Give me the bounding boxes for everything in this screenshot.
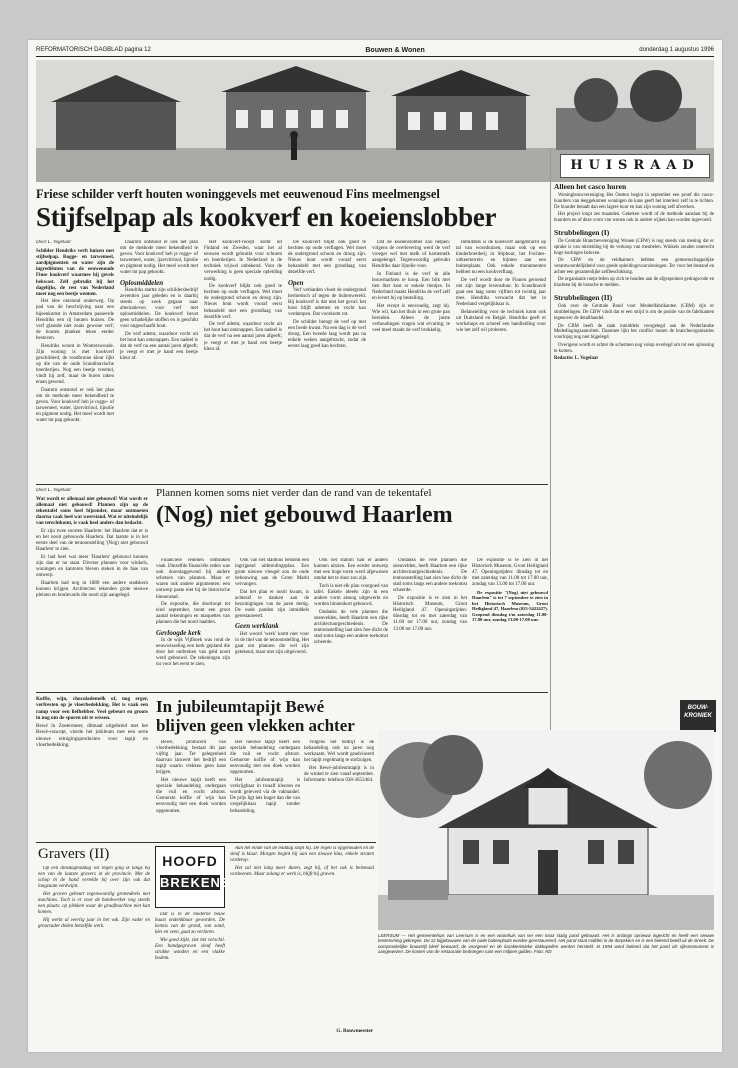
article4-column-2 xyxy=(155,912,225,1044)
subheading-oplosmiddelen: Oplosmiddelen xyxy=(120,278,164,287)
paragraph: De verf ademt, waardoor vocht uit het hout kan ontsnappen. Een nadeel is dat de verf na een aantal jaren afgeeft; je veegt er met je hand een beetje kleur af. xyxy=(204,322,282,352)
article4-headline: Gravers (II) xyxy=(38,846,110,862)
paragraph: Op een dinsdagmiddag vol regen ging ik langs bij een van de laatste gravers in de provincie. Met de schop in de hand vertelde hij over zijn vak dat langzaam verdwijnt. xyxy=(38,866,150,890)
article1-column-3 xyxy=(204,240,282,482)
subheading-open: Open xyxy=(288,278,304,287)
paragraph: De kookverf blijkt ook goed te hechten op oude verflagen. Wel moet de ondergrond schoon en droog zijn. Nieuw hout wordt vooraf eerst behandeld met een grondlaag van dezelfde verf. xyxy=(288,240,366,276)
paragraph: Hij werkt al veertig jaar in het vak. Zijn vader en grootvader deden hetzelfde werk. xyxy=(38,917,150,929)
article4-column-3 xyxy=(230,846,374,1026)
paragraph: Aan het einde van de middag stopt hij. De regen is opgehouden en de sleuf is klaar. Morgen begint hij aan een nieuwe klus, enkele straten verderop. xyxy=(230,846,374,864)
sidebar-paragraph: Woningbouwvereniging Het Oosten begint in september een proef die casco-huurders van leeggekomen woningen de kans geeft het interieur zelf in te richten. De huurder betaalt dan een lagere huur en kan zijn woning zelf afwerken. xyxy=(554,193,714,210)
paragraph: De verf wordt door de Finnen geroemd om zijn lange levensduur. In Scandinavië gaat een laag soms vijftien tot twintig jaar mee. Hendriks verwacht dat het in Nederland vergelijkbaar is. xyxy=(456,278,546,308)
paragraph: Het Bewé-jubileumtapijt is in de winkel te zien vanaf september. Informatie: telefoon 038-3653464. xyxy=(304,765,374,784)
paragraph: De schilder brengt de verf op met een brede kwast. Na een dag is de verf droog. Een tweede laag wordt pas na enkele weken aangebracht, zodat de eerste laag goed kan hechten. xyxy=(288,319,366,349)
coffee-intro xyxy=(36,696,148,748)
paragraph: Bewé in Zoetermeer, ditmaal uitgebreid met het Bewé-concept, vierde het jubileum met een serie nieuwe reinigingsproducten voor tapijt en vloerbedekking. xyxy=(36,723,148,749)
sidebar-paragraph: De CBW en de veldkamers hebben een gemeenschappelijke verantwoordelijkheid voor goede opleidingsvoorzieningen. Ter voor het bestand en achter een gezamenlijke zelfbeschikking. xyxy=(554,258,714,276)
paragraph: In Finland is de verf in alle bouwmarkten te koop. Een blik met tien liter kost er enkele tientjes. In Nederland maakt Hendriks de verf zelf en levert hij op bestelling. xyxy=(372,271,450,302)
paragraph: Het idee ontstond onderweg. Op pad van de beschrijving naar een bijeenkomst in Amsterdam passeerde Hendriks een rij houten huizen. De verf glansde niet zoals gewone verf; de houten planken leken eerder bestoven. xyxy=(36,299,114,341)
divider xyxy=(36,842,376,843)
article3-column-1 xyxy=(156,740,226,840)
paragraph: Belanstelling voor de techniek komt ook uit Duitsland en België. Hendriks geeft er workshops en schreef een handleiding voor wie het zelf wil proberen. xyxy=(456,310,546,334)
article2-column-6 xyxy=(472,558,548,688)
paragraph: Het jubileumtapijt is verkrijgbaar in twaalf kleuren en wordt geleverd via de vakhandel. De prijs ligt iets hoger dan die van vergelijkbaar tapijt zonder behandeling. xyxy=(230,778,300,814)
sidebar-paragraph: De CBM heeft de zaak inmiddels voorgelegd aan de Nederlandse Mededingingsautoriteit. Daarmee lijkt het conflict tussen de brancheorganisaties voorlopig nog niet bijgelegd. xyxy=(554,323,714,341)
paragraph: Het recept is eenvoudig, zegt hij. Wie wil, kan het thuis in een grote pan bereiden. Alleen de juiste verhoudingen vragen wat ervaring; te veel meel maakt de verf brokkelig. xyxy=(372,303,450,334)
paragraph: In de wijk Vijfhoek was rond de eeuwwisseling een kerk gepland die door het ontbreken van geld nooit werd gebouwd. De tekeningen zijn nu voor het eerst te zien. xyxy=(156,637,230,667)
article1-column-6 xyxy=(456,240,546,482)
article1-column-4 xyxy=(288,240,366,482)
sidebar-paragraph: De Centrale Branchevereniging Wonen (CBW) is nog steeds van mening dat er sprake is van misleiding bij de verkoop van meubelen. Winkels zouden onterecht hoge kortingen beloven. xyxy=(554,239,714,256)
hoofd-logo-top: HOOFD xyxy=(162,853,218,869)
article4-column-1 xyxy=(38,866,150,1044)
article2-headline: (Nog) niet gebouwd Haarlem xyxy=(156,502,453,528)
paragraph: De expositie is te zien in het Historisch Museum, Groot Heiligland 47. Openingstijden: dinsdag tot en met zaterdag van 11.00 tot 17.00 uur, zondag van 13.00 tot 17.00 uur. xyxy=(393,596,467,632)
article2-column-2 xyxy=(156,558,230,688)
sidebar-heading: Strubbelingen (I) xyxy=(554,228,610,238)
paragraph: Het zal niet lang meer duren, zegt hij, of het vak is helemaal verdwenen. Maar zolang er werk is, blijft hij graven. xyxy=(230,865,374,877)
paragraph: Er zijn twee soorten Haarlem: het Haarlem dat er is en het nooit gebouwde Haarlem. Dat laatste is in het eerste deel van de tentoonstelling '(Nog) niet gebouwd Haarlem' te zien. xyxy=(36,529,148,553)
article4-author: G. Bouwmeester xyxy=(336,1028,373,1034)
paragraph: Hendriks startte zijn schildersbedrijf zeventien jaar geleden en is daarbij steeds op zoek gegaan naar alternatieven voor verf met oplosmiddelen. De kookverf bevat geen schadelijke stoffen en is geschikt voor ongeschaafd hout. xyxy=(120,287,198,330)
paragraph: De kookverf blijkt ook goed te hechten op oude verflagen. Wel moet de ondergrond schoon en droog zijn. Nieuw hout wordt vooraf eerst behandeld met een grondlaag van dezelfde verf. xyxy=(204,284,282,320)
paragraph: Wie goed kijkt, ziet het verschil. Een handgegraven sleuf heeft strakke wanden en een vlakke bodem. xyxy=(155,937,225,962)
sidebar-heading: Alleen het casco huren xyxy=(554,182,627,191)
subheading-gevloogde-kerk: Gevloogde kerk xyxy=(156,628,201,637)
hoofd-logo-bottom: BREKENS xyxy=(160,875,231,890)
leersum-photo xyxy=(378,730,714,930)
coffee-lead: Koffie, wijn, chocolademelk of, nog erger, verfresten op je vloerbedekking. Het is vaak een ramp voor een liefhebber. Veel gebeurt en groots in nog om de sporen uit te wissen. xyxy=(36,696,148,721)
paragraph: Daarom ontstond er ook het plan om de methode meer bekendheid te geven. Voor kookverf heb je rogge- of tarwemeel, water, ijzervitriool, lijnolie en pigment nodig. Het meel wordt met water tot pap gekookt. xyxy=(36,387,114,424)
paragraph: Ondanks de vele plannen die sneuvelden, heeft Haarlem een rijke architectuurgeschiedenis. De tentoonstelling laat zien hoe dicht de stad soms langs een andere toekomst scheerde. xyxy=(393,558,467,594)
paragraph: Toch is niet elk plan voorgoed van tafel. Enkele ideeën zijn in een andere vorm alsnog uitgewerkt en worden binnenkort gebouwd. xyxy=(314,583,388,608)
issue-date: donderdag 1 augustus 1996 xyxy=(639,47,714,53)
divider xyxy=(550,148,551,773)
paragraph: Volgens het bedrijf is de behandeling ook na jaren nog werkzaam. Wel wordt geadviseerd het tapijt regelmatig te stofzuigen. xyxy=(304,740,374,764)
paragraph: De verf ademt, waardoor vocht uit het hout kan ontsnappen. Een nadeel is dat de verf na een aantal jaren afgeeft; je veegt er met je hand een beetje kleur af. xyxy=(120,331,198,362)
paragraph: Het nieuwe tapijt heeft een speciale behandeling ondergaan die vuil en vocht afstoot. Gemorste koffie of wijn kan eenvoudig met een doek worden opgenomen. xyxy=(156,778,226,814)
article1-lead: Schilder Hendriks verft huizen met stijfselpap. Rogge- en tarwemeel, aardpigmenten en water zijn de ingrediënten van de eeuwenoude Finse kookverf waarmee hij gevels bekwast. Zelf gebruikt hij het dagelijks, de rest van Nederland moet nog een beetje wennen. xyxy=(36,249,114,297)
paragraph: Financiële redenen ontbraken vaak. Diezelfde financiële reden was ook doorslaggevend bij andere schetsen van plannen. Maar er waren ook andere argumenten: een ontwerp paste niet bij de historische binnenstad. xyxy=(156,558,230,600)
sidebar-paragraph: Overigens wordt er achter de schermen nog volop overlegd om tot een oplossing te komen. xyxy=(554,342,714,354)
huisraad-sidebar xyxy=(554,150,714,770)
newspaper-page xyxy=(28,40,722,1052)
paragraph: Daarom ontstond er ook het plan om de methode meer bekendheid te geven. Voor kookverf heb je rogge- of tarwemeel, water, ijzervitriool, lijnolie en pigment nodig. Het meel wordt met water tot pap gekookt. xyxy=(120,240,198,276)
paragraph: Dat de koeienslobber zou helpen: volgens de overlevering werd de verf vroeger wel met melk of karnemelk aangelengd. Tegenwoordig gebruikt Hendriks daar lijnolie voor. xyxy=(372,240,450,270)
paragraph: Bewé, producent van vloerbedekking, bestaat dit jaar vijftig jaar. Ter gelegenheid daarvan lanceert het bedrijf een tapijt waarin vlekken geen kans krijgen. xyxy=(156,740,226,776)
paragraph: De expositie, die doorloopt tot eind september, toont een groot aantal tekeningen en maquettes van plannen die het nooit haalden. xyxy=(156,602,230,626)
paragraph: Ook het station had er anders kunnen uitzien. Een eerder ontwerp met een hoge toren werd afgewezen omdat het te duur zou zijn. xyxy=(314,558,388,582)
divider xyxy=(36,484,548,485)
paragraph: Het kookverf-recept komt uit Finland en Zweden, waar het al eeuwen wordt gebruikt voor schuren en boerderijen. In Nederland is de techniek vrijwel onbekend. Voor de verwerking is geen speciale opleiding nodig. xyxy=(204,240,282,282)
article1-column-2 xyxy=(120,240,198,482)
article2-byline: Door L. Vogelaar xyxy=(36,488,72,493)
paper-name: REFORMATORISCH DAGBLAD pagina 12 xyxy=(36,47,151,53)
paragraph: Haarlem had nog in 1880 een andere stadskern kunnen krijgen. Architecten tekenden grote nieuwe pleinen en boulevards die nooit zijn aangelegd. xyxy=(36,580,148,598)
article2-column-1 xyxy=(36,488,148,688)
paragraph: De expositie is te zien in het Historisch Museum, Groot Heiligland 47. Openingstijden: dinsdag tot en met zaterdag van 11.00 tot 17.00 uur, zondag van 13.00 tot 17.00 uur. xyxy=(472,558,548,588)
article3-column-3 xyxy=(304,740,374,840)
article2-column-5 xyxy=(393,558,467,688)
running-head xyxy=(36,44,714,57)
article1-column-1 xyxy=(36,240,114,482)
article2-column-4 xyxy=(314,558,388,688)
paragraph: Verf verharden vloeit de ondergrond hermetisch af tegen de buitenwereld. Bij kookverf is dat niet het geval: het hout blijft ademen en vocht kan verdampen. Dat voorkomt rot. xyxy=(288,287,366,318)
article3-headline: In jubileumtapijt Bewé blijven geen vlekken achter xyxy=(156,697,355,735)
article1-headline: Stijfselpap als kookverf en koeienslobber xyxy=(36,202,497,232)
photo-caption: LEERSUM — Het gemeentehuis van Leersum is en een woonhuis van ver een mooi statig pand gebouwd. Het is onlangs opnieuw ingericht en heeft een nieuwe bestemming gekregen. De 12 bijgebouwen van de oude buitenplaats worden gerestaureerd. Het pand staat midden in de dorpskern en is een bekend beeld uit de streek. De oorspronkelijke bouwstijl bleef bewaard; de voorgevel en de karakteristieke dakkapellen werden hersteld. In 1994 werd bekend dat het pand als rijksmonument is aangewezen. De kosten van de restauratie bedroegen ruim een miljoen gulden. Foto: RD xyxy=(378,933,714,954)
sidebar-heading: Strubbelingen (II) xyxy=(554,293,613,303)
sidebar-paragraph: De organisatie roept leden op zich te houden aan de afgesproken gedragscode en klachten bij de branche te melden. xyxy=(554,277,714,289)
paragraph: Het woord 'werk' komt niet voor in de titel van de tentoonstelling. Het gaat om plannen die wél zijn getekend, maar niet zijn uitgevoerd. xyxy=(235,631,309,655)
hoofd-brekens-logo xyxy=(155,846,231,908)
sidebar-paragraph: Ook over de Centrale Bond voor Meubelfabrikanten (CBM) zijn er strubbelingen. De CBW vindt dat er een strijd is om de positie van de fabrikanten tegenover de detailhandel. xyxy=(554,304,714,322)
paragraph: Inmiddels is de kookverf aangebracht op tal van woonhuizen, maar ook op een kinderboerderij in Stiphout, het Fochtes-uitkeerterrein en hijmen aan een buitenplaats. Ook enkele monumenten hebben nu een kookverflaag. xyxy=(456,240,546,276)
section-title: Bouwen & Wonen xyxy=(365,46,425,54)
sidebar-author: Redactie: L. Vogelaar xyxy=(554,356,599,362)
paragraph: Hendriks woont in Wouterswoude. Zijn woning is met kookverf geschilderd, de roodbruine kleur lijkt op die van de oude Scandinavische boerderijen. Nog een beetje vreemd, vindt hij zelf, maar de buren raken eraan gewend. xyxy=(36,343,114,386)
bouw-kroniek-logo: BOUW-KRONIEK xyxy=(680,700,716,732)
article2-lead: Wat wordt er allemaal niet gebouwd! Wat wordt er allemaal niet gebouwd! Plannen zijn op de tekentafel soms heel bijzonder, maar ontmoeten daarna vaak heel wat weerstand. Wat er uiteindelijk van terechtkomt, is vaak heel anders dan bedacht. xyxy=(36,497,148,527)
paragraph: Er had heel wat meer 'Haarlem' gebouwd kunnen zijn dan er nu staat. Diverse plannen voor winkels, woningen en kantoren bleven steken in de fase van ontwerp. xyxy=(36,554,148,579)
sidebar-paragraph: Het project loopt zes maanden. Gekeken wordt of de methode aanslaat bij de huurders en of deze vorm van wonen ook in andere wijken kan worden ingevoerd. xyxy=(554,212,714,224)
article2-column-3 xyxy=(235,558,309,688)
divider xyxy=(36,692,548,693)
subheading-geen-werklank: Geen werklank xyxy=(235,622,279,631)
paragraph: Het nieuwe tapijt heeft een speciale behandeling ondergaan die vuil en vocht afstoot. Gemorste koffie of wijn kan eenvoudig met een doek worden opgenomen. xyxy=(230,740,300,776)
article2-kicker: Plannen komen soms niet verder dan de rand van de tekentafel xyxy=(156,487,432,499)
paragraph: Het graven gebeurt tegenwoordig grotendeels met machines. Toch is er voor de handwerker nog steeds een plaats: op plekken waar de graafmachine niet kan komen. xyxy=(38,891,150,916)
paragraph: Ondanks de vele plannen die sneuvelden, heeft Haarlem een rijke architectuurgeschiedenis. De tentoonstelling laat zien hoe dicht de stad soms langs een andere toekomst scheerde. xyxy=(314,609,388,646)
article3-column-2 xyxy=(230,740,300,840)
paragraph: Dat is in de moderne bouw haast ondenkbaar geworden. De kennis van de grond, van zand, klei en veen, gaat zo verloren. xyxy=(155,912,225,936)
article1-column-5 xyxy=(372,240,450,482)
paragraph: Dat het plan er nooit kwam, is achteraf te danken aan de bezuinigingen van de jaren dertig. De oude panden zijn inmiddels gerestaureerd. xyxy=(235,589,309,620)
exhibition-infobox: De expositie "(Nog) niet gebouwd Haarlem" is tot 7 september te zien in het Historisch Museum, Groot Heiligland 47, Haarlem (023-5422427). Geopend dinsdag t/m zaterdag 11.00-17.00 uur, zondag 13.00-17.00 uur. xyxy=(472,589,548,623)
article1-kicker: Friese schilder verft houten woninggevels met eeuwenoud Fins meelmengsel xyxy=(36,187,440,201)
article1-byline: Door L. Vogelaar xyxy=(36,240,72,245)
huisraad-logo: HUISRAAD xyxy=(560,154,710,178)
paragraph: Ook van het stadhuis bestond een ingrijpend uitbreidingsplan. Een grote nieuwe vleugel zou de oude bebouwing aan de Grote Markt vervangen. xyxy=(235,558,309,588)
